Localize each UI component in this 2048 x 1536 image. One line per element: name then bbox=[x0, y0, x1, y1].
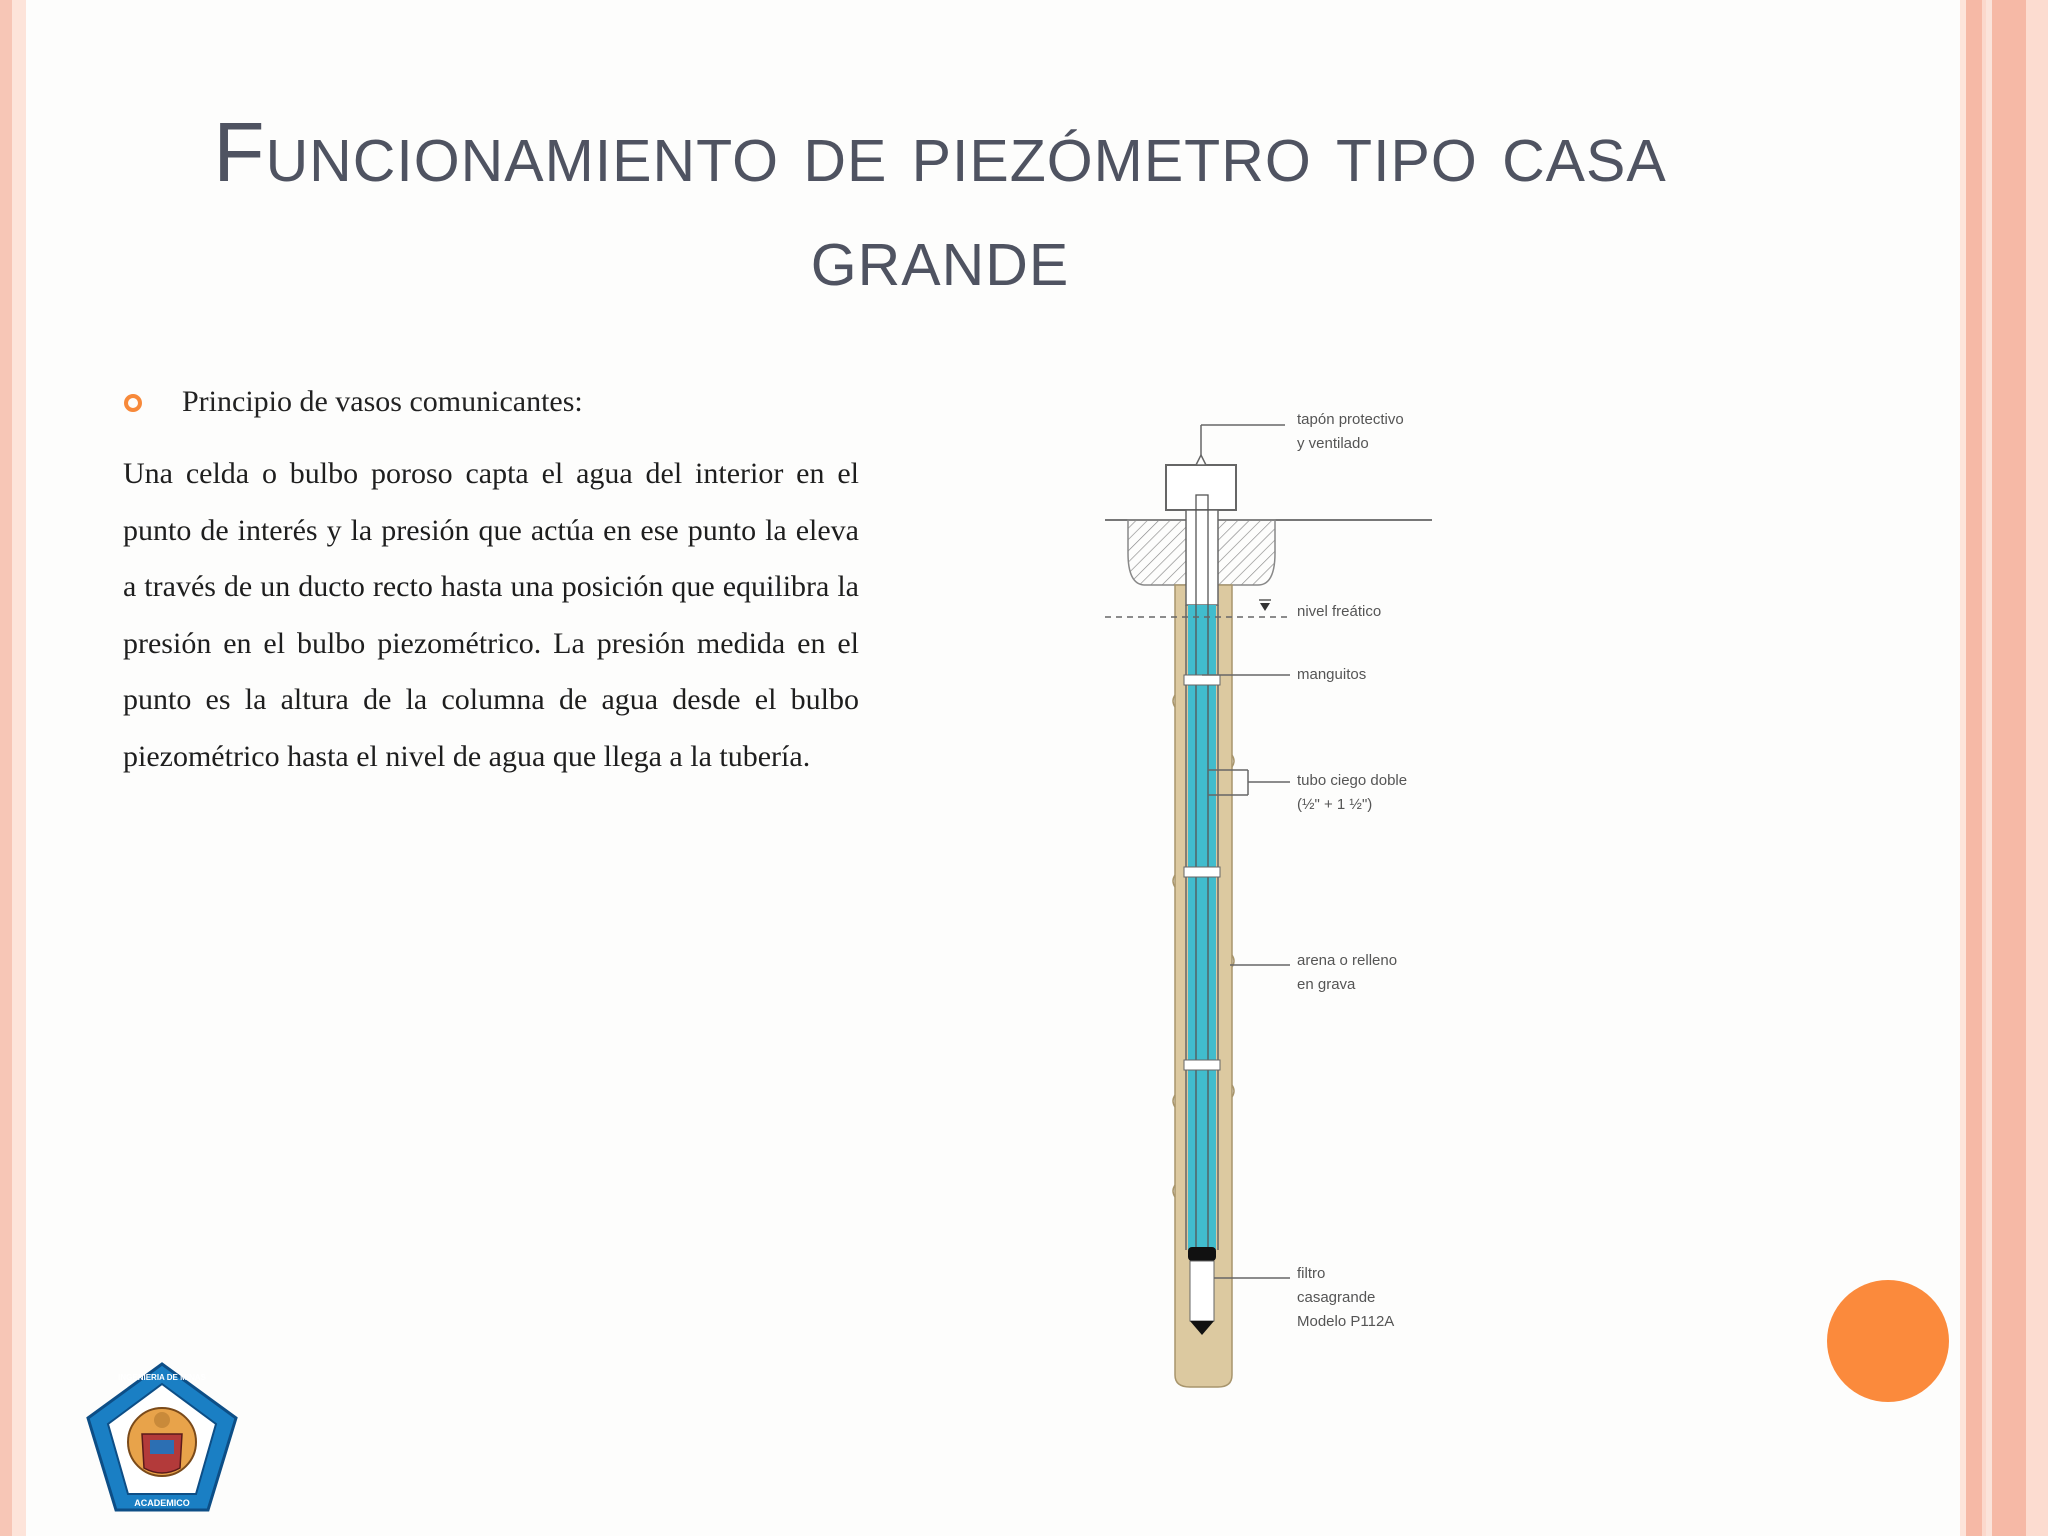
right-border-stripe-inner bbox=[1960, 0, 1986, 1536]
casing-upper bbox=[1186, 510, 1218, 605]
label-couplings: manguitos bbox=[1297, 666, 1367, 683]
label-water-table: nivel freático bbox=[1297, 603, 1382, 620]
water-table-marker bbox=[1260, 603, 1270, 611]
label-filter-2: casagrande bbox=[1297, 1289, 1376, 1306]
bullet-item bbox=[124, 385, 583, 419]
coupling bbox=[1184, 675, 1220, 685]
school-logo bbox=[84, 1360, 240, 1516]
label-tube-2: (½" + 1 ½") bbox=[1297, 796, 1373, 813]
filter-body bbox=[1190, 1261, 1214, 1321]
label-fill-2: en grava bbox=[1297, 976, 1356, 993]
label-cap-1: tapón protectivo bbox=[1297, 411, 1404, 428]
coupling bbox=[1184, 867, 1220, 877]
right-border-stripe-outer bbox=[1986, 0, 2048, 1536]
bullet-text: Principio de vasos comunicantes: bbox=[182, 385, 583, 418]
left-border-stripe bbox=[0, 0, 26, 1536]
coupling bbox=[1184, 1060, 1220, 1070]
label-tube-1: tubo ciego doble bbox=[1297, 772, 1408, 789]
logo-text-bottom: ACADEMICO bbox=[134, 1498, 190, 1508]
slide-title: Funcionamiento de piezómetro tipo casa grande bbox=[213, 105, 1667, 303]
filter-top bbox=[1188, 1247, 1216, 1261]
decorative-orange-circle bbox=[1827, 1280, 1949, 1402]
logo-text-top: INGENIERIA DE MINAS bbox=[118, 1373, 206, 1382]
label-fill-1: arena o relleno bbox=[1297, 952, 1398, 969]
label-filter-3: Modelo P112A bbox=[1297, 1313, 1395, 1330]
label-filter-1: filtro bbox=[1297, 1265, 1326, 1282]
piezometer-diagram bbox=[1080, 395, 1480, 1395]
water-column bbox=[1188, 605, 1216, 1250]
protective-cap bbox=[1166, 465, 1236, 510]
label-cap-2: y ventilado bbox=[1297, 435, 1369, 452]
bullet-ring-icon bbox=[124, 394, 142, 412]
body-paragraph: Una celda o bulbo poroso capta el agua del interior en el punto de interés y la presión que actúa en ese punto la eleva a través de un ducto recto hasta una posición que equilibra la presión en el bulbo piezométrico. La presión medida en el punto es la altura de la columna de agua desde el bulbo piezométrico hasta el nivel de agua que llega a la tubería. bbox=[123, 457, 859, 773]
